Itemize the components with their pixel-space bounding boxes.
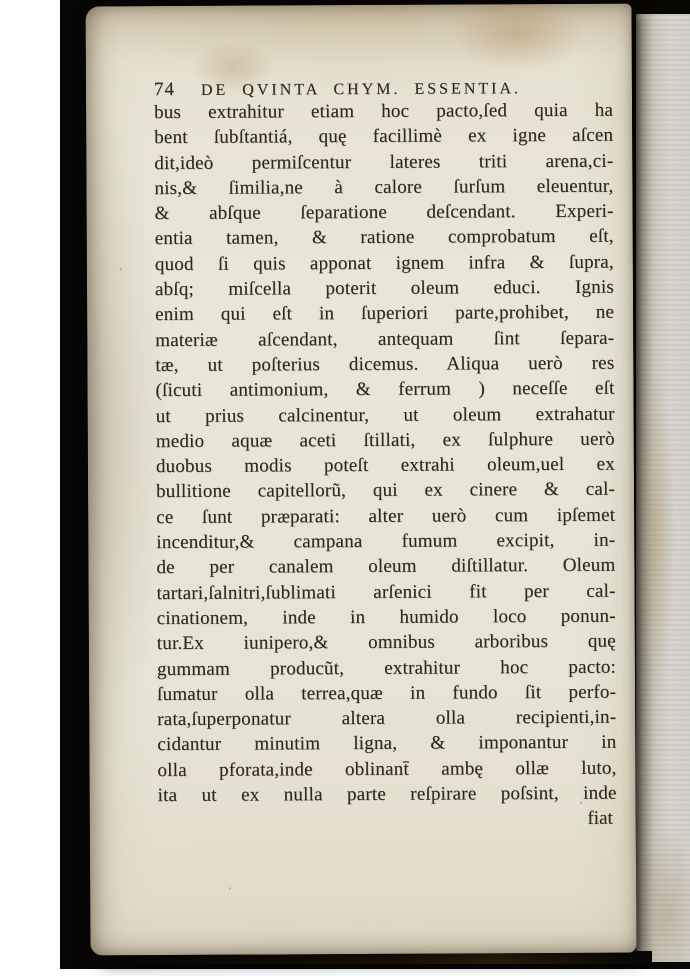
text-line: & abſque ſeparatione deſcendant. Experi- — [154, 200, 614, 225]
book-page — [86, 4, 637, 956]
text-line: ut prius calcinentur, ut oleum extrahatur — [155, 403, 615, 427]
text-line: abſq; miſcella poterit oleum educi. Ignis — [154, 276, 615, 301]
text-line: medio aquæ aceti ſtillati, ex ſulphure uerò — [155, 428, 615, 452]
text-line: ſumatur olla terrea,quæ in fundo ſit perfo- — [157, 681, 617, 705]
text-line: bent ſubſtantiá, quę facillimè ex igne aſcen — [154, 124, 614, 149]
text-line: rata,ſuperponatur altera olla recipienti,in- — [157, 706, 617, 731]
text-line: olla pforata,inde oblinant̄ ambę ollæ luto, — [157, 757, 617, 781]
text-line: bullitione capitellorũ, qui ex cinere & cal- — [156, 479, 616, 503]
catchword: fiat — [587, 807, 613, 830]
text-line: nis,& ſimilia,ne à calore ſurſum eleuentur, — [154, 175, 614, 199]
text-line: de per canalem oleum diſtillatur. Oleum — [156, 555, 616, 579]
text-line: tartari,ſalnitri,ſublimati arſenici fit per cal- — [156, 580, 616, 604]
text-line: dit,ideò permiſcentur lateres triti arena,ci- — [154, 150, 614, 174]
book-fore-edge — [636, 14, 690, 962]
text-line: incenditur,& campana fumum excipit, in- — [156, 529, 616, 554]
page-header — [154, 77, 613, 100]
text-line: ita ut ex nulla parte reſpirare poſsint, inde — [157, 782, 617, 807]
text-block — [154, 77, 617, 834]
page-number: 74 — [153, 78, 176, 101]
text-line: cidantur minutim ligna, & imponantur in — [157, 732, 617, 756]
running-header: DE QVINTA CHYM. ESSENTIA. — [200, 80, 522, 99]
text-line: enim qui eſt in ſuperiori parte,prohibet, ne — [155, 302, 615, 326]
text-line: materiæ aſcendant, antequam ſint ſepara- — [155, 327, 615, 351]
text-line: tur.Ex iunipero,& omnibus arboribus quę — [156, 630, 616, 655]
text-line: (ſicuti antimonium, & ferrum ) neceſſe eſt — [155, 377, 615, 402]
text-line: duobus modis poteſt extrahi oleum,uel ex — [155, 453, 615, 478]
text-line: cinationem, inde in humido loco ponun- — [156, 605, 616, 630]
text-line: entia tamen, & ratione comprobatum eſt, — [154, 226, 614, 250]
text-line: gummam producũt, extrahitur hoc pacto: — [156, 656, 617, 680]
text-line: quod ſi quis apponat ignem infra & ſupra, — [154, 251, 614, 275]
text-line: tæ, ut poſterius dicemus. Aliqua uerò res — [155, 352, 615, 377]
text-line: bus extrahitur etiam hoc pacto,ſed quia ha — [154, 99, 614, 124]
text-line: ce ſunt præparati: alter uerò cum ipſemet — [156, 504, 616, 528]
